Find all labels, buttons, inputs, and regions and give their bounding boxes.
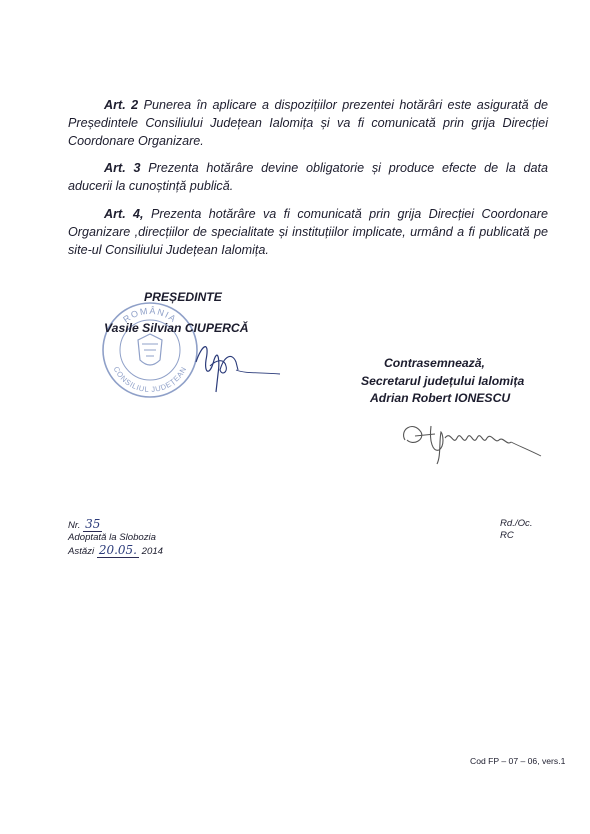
stamp-text-top: ROMÂNIA xyxy=(121,305,179,325)
drafted-by-line2: RC xyxy=(500,530,514,541)
article-4-text: Prezenta hotărâre va fi comunicată prin grija Direcției Coordonare Organizare ,direcțiilor de specialitate și instituțiilor implicate, urmând a fi publicată pe site-ul Consiliului Județean Ialomița. xyxy=(68,207,548,257)
article-3 xyxy=(68,159,548,195)
drafted-by-line1: Rd./Oc. xyxy=(500,518,533,529)
article-2 xyxy=(68,96,548,150)
registry-date-label: Astăzi xyxy=(68,546,95,557)
president-signature-icon xyxy=(180,330,290,400)
stamp-text-bottom: CONSILIUL JUDEȚEAN xyxy=(111,364,189,395)
article-2-text: Punerea în aplicare a dispozițiilor prezentei hotărâri este asigurată de Președintele Consiliului Județean Ialomița și va fi comunicată prin grija Direcției Coordonare Organizare. xyxy=(68,98,549,148)
countersign-name: Adrian Robert IONESCU xyxy=(370,391,511,405)
article-4 xyxy=(68,205,548,259)
registry-number xyxy=(68,518,163,532)
article-4-label: Art. 4, xyxy=(104,207,144,221)
drafted-by-block xyxy=(500,518,533,542)
registry-number-label: Nr. xyxy=(68,520,81,531)
registry-date-value: 20.05. xyxy=(98,543,137,557)
registry-adopted: Adoptată la Slobozia xyxy=(68,532,157,543)
article-2-label: Art. 2 xyxy=(104,98,139,112)
registry-date xyxy=(68,544,163,558)
countersign-title: Contrasemnează, xyxy=(384,356,485,370)
form-code: Cod FP – 07 – 06, vers.1 xyxy=(470,756,566,766)
countersign-role: Secretarul județului Ialomița xyxy=(361,374,525,388)
registry-block xyxy=(68,518,163,558)
article-3-text: Prezenta hotărâre devine obligatorie și produce efecte de la data aducerii la cunoștință publică. xyxy=(68,161,548,193)
registry-number-value: 35 xyxy=(85,517,101,531)
president-title: PREȘEDINTE xyxy=(144,290,222,304)
secretary-signature-icon xyxy=(395,412,545,468)
article-3-label: Art. 3 xyxy=(104,161,141,175)
registry-year: 2014 xyxy=(141,546,163,557)
president-name: Vasile Silvian CIUPERCĂ xyxy=(104,321,249,335)
